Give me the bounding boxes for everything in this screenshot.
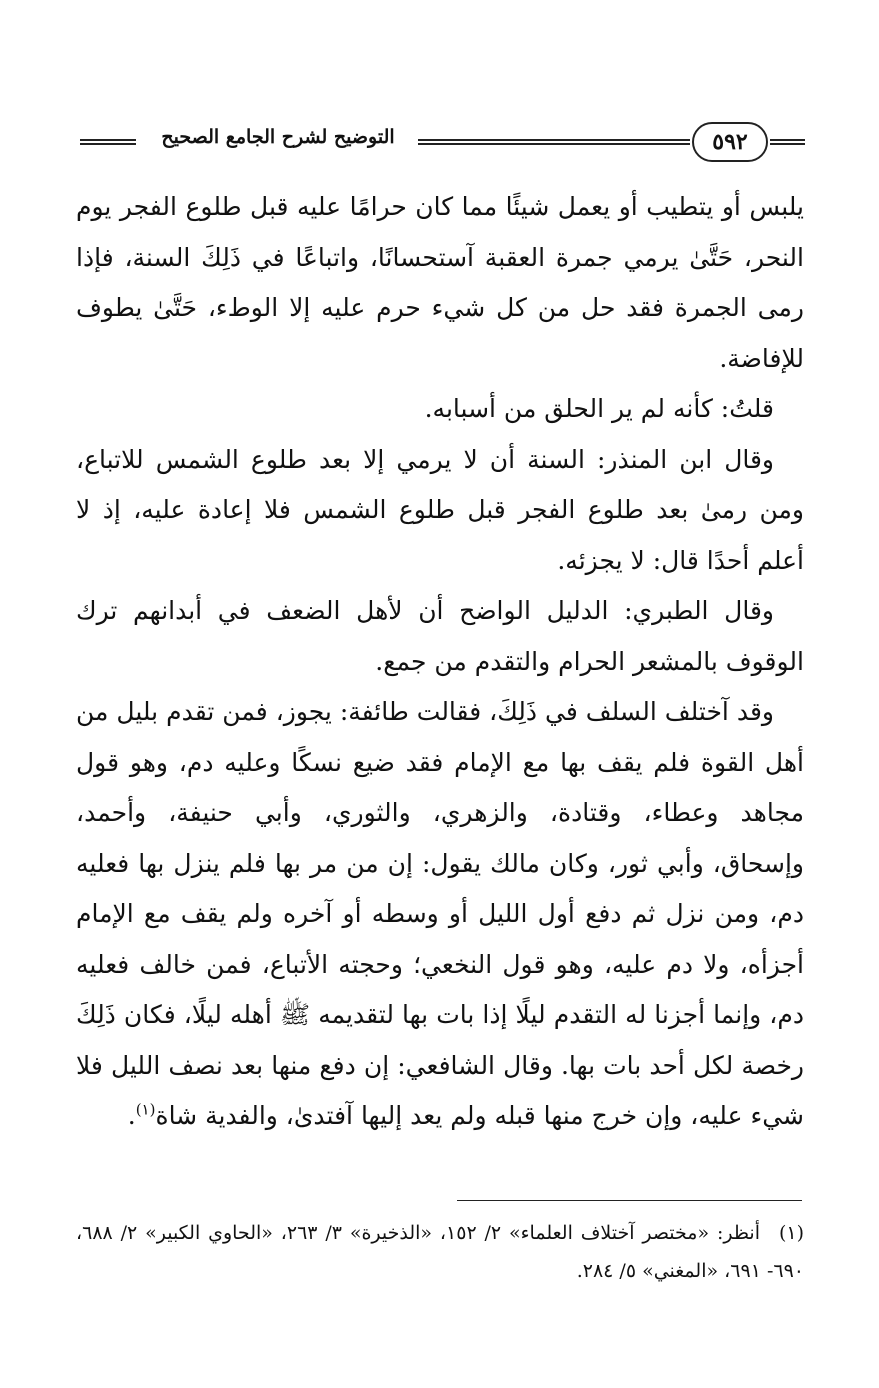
- header-rule-left: [80, 139, 136, 145]
- footnote-separator: [457, 1200, 802, 1201]
- running-header: [80, 122, 805, 170]
- footnote-1: [76, 1214, 804, 1290]
- footnote-text: أنظر: «مختصر آختلاف العلماء» ٢/ ١٥٢، «الذخيرة» ٣/ ٢٦٣، «الحاوي الكبير» ٢/ ٦٨٨، ٦٩٠- ٦٩١، «المغني» ٥/ ٢٨٤.: [76, 1222, 804, 1282]
- paragraph-1: يلبس أو يتطيب أو يعمل شيئًا مما كان حرامًا عليه قبل طلوع الفجر يوم النحر، حَتَّىٰ يرمي جمرة العقبة آستحسانًا، واتباعًا في ذَلِكَ السنة، فإذا رمى الجمرة فقد حل من كل شيء حرم عليه إلا الوطء، حَتَّىٰ يطوف للإفاضة.: [76, 192, 804, 373]
- paragraph-2: قلتُ: كأنه لم ير الحلق من أسبابه.: [424, 394, 774, 423]
- footnotes: [76, 1214, 804, 1290]
- header-rule-right: [770, 139, 805, 145]
- footnote-reference[interactable]: (١): [135, 1100, 156, 1119]
- paragraph-5-end: .: [127, 1101, 136, 1130]
- running-title: التوضيح لشرح الجامع الصحيح: [161, 126, 395, 148]
- header-rule-middle: [418, 139, 690, 145]
- paragraph-4: وقال الطبري: الدليل الواضح أن لأهل الضعف في أبدانهم ترك الوقوف بالمشعر الحرام والتقدم من جمع.: [76, 596, 804, 676]
- paragraph-5-text: وقد آختلف السلف في ذَلِكَ، فقالت طائفة: يجوز، فمن تقدم بليل من أهل القوة فلم يقف بها مع الإمام فقد ضيع نسكًا وعليه دم، وهو قول مجاهد وعطاء، وقتادة، والزهري، والثوري، وأبي حنيفة، وأحمد، وإسحاق، وأبي ثور، وكان مالك يقول: إن من مر بها فلم ينزل بها فعليه دم، ومن نزل ثم دفع أول الليل أو وسطه أو آخره ولم يقف مع الإمام أجزأه، ولا دم عليه، وهو قول النخعي؛ وحجته الأتباع، فمن خالف فعليه دم، وإنما أجزنا له التقدم ليلًا إذا بات بها لتقديمه ﷺ أهله ليلًا، فكان ذَلِكَ رخصة لكل أحد بات بها. وقال الشافعي: إن دفع منها بعد نصف الليل فلا شيء عليه، وإن خرج منها قبله ولم يعد إليها آفتدىٰ، والفدية شاة: [76, 697, 804, 1130]
- paragraph-5: [76, 687, 804, 1142]
- page-number: ٥٩٢: [692, 122, 768, 162]
- main-text: [76, 182, 804, 1142]
- paragraph-3: وقال ابن المنذر: السنة أن لا يرمي إلا بعد طلوع الشمس للاتباع، ومن رمىٰ بعد طلوع الفجر قبل طلوع الشمس فلا إعادة عليه، إذ لا أعلم أحدًا قال: لا يجزئه.: [76, 444, 804, 575]
- footnote-number: (١): [778, 1222, 804, 1244]
